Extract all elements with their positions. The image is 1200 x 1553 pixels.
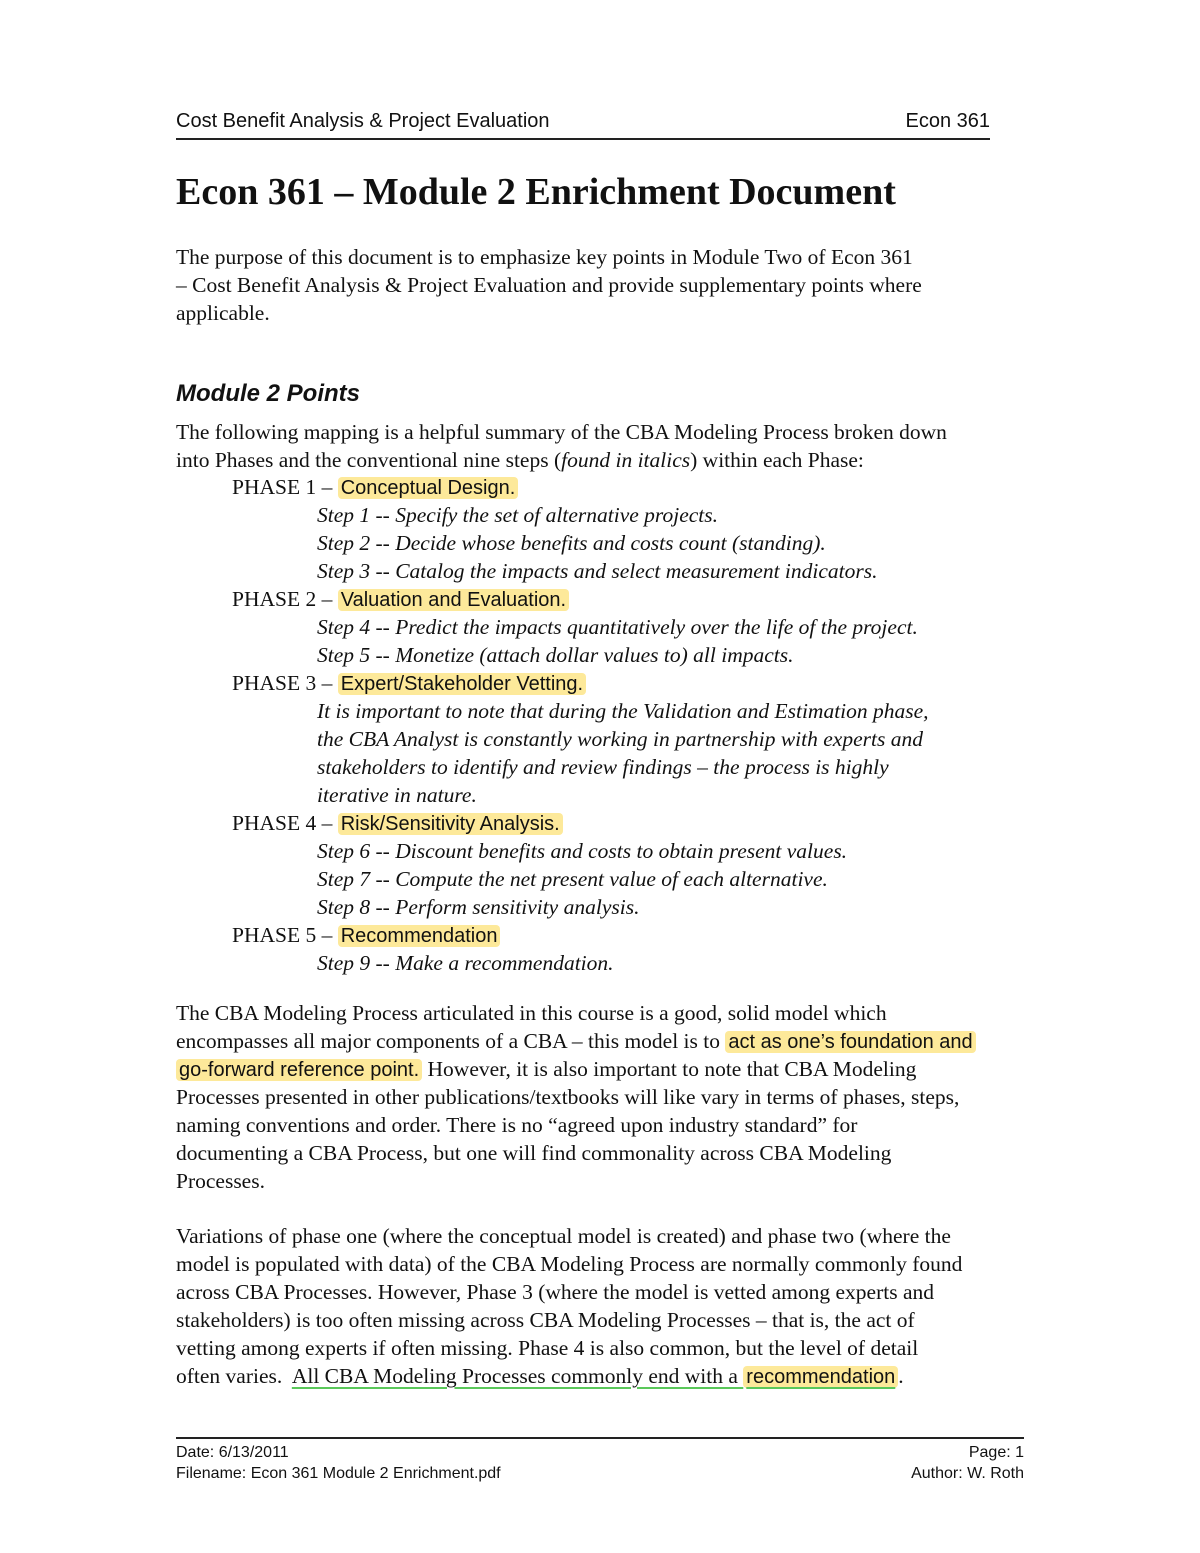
step-item: Step 3 -- Catalog the impacts and select measurement indicators.	[317, 559, 878, 583]
header-course-title: Cost Benefit Analysis & Project Evaluation	[176, 110, 550, 132]
footer-filename: Filename: Econ 361 Module 2 Enrichment.pdf	[176, 1465, 501, 1482]
mapping-intro-line: The following mapping is a helpful summary of the CBA Modeling Process broken down	[176, 420, 947, 444]
paragraph-line: Processes.	[176, 1169, 265, 1193]
paragraph-text: often varies.	[176, 1364, 292, 1388]
phase-name-highlight: Conceptual Design.	[338, 477, 519, 499]
paragraph-line: stakeholders) is too often missing across CBA Modeling Processes – that is, the act of	[176, 1308, 915, 1332]
footer-row	[176, 1443, 1024, 1464]
footer-author: Author: W. Roth	[911, 1465, 1024, 1482]
footer-row	[176, 1464, 1024, 1485]
paragraph-line: documenting a CBA Process, but one will find commonality across CBA Modeling	[176, 1141, 892, 1165]
paragraph-2	[176, 1222, 1056, 1390]
phase-name-highlight: Expert/Stakeholder Vetting.	[338, 673, 586, 695]
running-header	[176, 110, 990, 140]
step-item: Step 7 -- Compute the net present value of each alternative.	[317, 867, 828, 891]
phase-1	[232, 473, 1032, 501]
paragraph-line: model is populated with data) of the CBA Modeling Process are normally commonly found	[176, 1252, 963, 1276]
paragraph-text: .	[898, 1364, 904, 1388]
intro-line: – Cost Benefit Analysis & Project Evaluation and provide supplementary points where	[176, 273, 922, 297]
phase-label: PHASE 4 –	[232, 811, 333, 835]
paragraph-line: The CBA Modeling Process articulated in this course is a good, solid model which	[176, 1001, 887, 1025]
phase-list	[232, 473, 1032, 977]
step-item: Step 9 -- Make a recommendation.	[317, 951, 614, 975]
phase-label: PHASE 3 –	[232, 671, 333, 695]
paragraph-line: Processes presented in other publications/textbooks will like vary in terms of phases, steps,	[176, 1085, 960, 1109]
phase-label: PHASE 5 –	[232, 923, 333, 947]
step-item: Step 1 -- Specify the set of alternative projects.	[317, 503, 719, 527]
underlined-text	[292, 1364, 898, 1388]
step-item: Step 4 -- Predict the impacts quantitatively over the life of the project.	[317, 615, 918, 639]
page-footer	[176, 1437, 1024, 1485]
step-item: Step 6 -- Discount benefits and costs to obtain present values.	[317, 839, 848, 863]
paragraph-line: across CBA Processes. However, Phase 3 (where the model is vetted among experts and	[176, 1280, 935, 1304]
phase-name-highlight: Risk/Sensitivity Analysis.	[338, 813, 563, 835]
phase-name-highlight: Valuation and Evaluation.	[338, 589, 569, 611]
document-title: Econ 361 – Module 2 Enrichment Document	[176, 171, 896, 213]
paragraph-line: Variations of phase one (where the conceptual model is created) and phase two (where the	[176, 1224, 951, 1248]
phase-2	[232, 585, 1032, 613]
mapping-intro-line	[176, 446, 1056, 474]
step-item: It is important to note that during the Validation and Estimation phase,	[317, 699, 929, 723]
underlined-segment: All CBA Modeling Processes commonly end with a	[291, 1364, 744, 1388]
intro-line: The purpose of this document is to emphasize key points in Module Two of Econ 361	[176, 245, 913, 269]
intro-paragraph	[176, 243, 1056, 327]
mapping-intro	[176, 418, 1056, 474]
header-course-code: Econ 361	[905, 110, 990, 132]
mapping-intro-text: ) within each Phase:	[690, 448, 864, 472]
mapping-intro-text: into Phases and the conventional nine steps (	[176, 448, 562, 472]
highlighted-text: act as one’s foundation and	[725, 1031, 975, 1053]
paragraph-text: encompasses all major components of a CBA – this model is to	[176, 1029, 720, 1053]
phase-3	[232, 669, 1032, 697]
phase-name-highlight: Recommendation	[338, 925, 501, 947]
step-item: stakeholders to identify and review findings – the process is highly	[317, 755, 889, 779]
footer-page-number: Page: 1	[968, 1444, 1024, 1461]
step-item: iterative in nature.	[317, 783, 477, 807]
mapping-intro-italic: found in italics	[561, 448, 691, 472]
phase-label: PHASE 1 –	[232, 475, 333, 499]
paragraph-text: However, it is also important to note that CBA Modeling	[422, 1057, 917, 1081]
highlighted-text: go-forward reference point.	[176, 1059, 422, 1081]
intro-line: applicable.	[176, 301, 270, 325]
step-item: Step 8 -- Perform sensitivity analysis.	[317, 895, 640, 919]
highlighted-text: recommendation	[743, 1366, 898, 1388]
step-item: Step 2 -- Decide whose benefits and costs count (standing).	[317, 531, 826, 555]
section-heading: Module 2 Points	[176, 380, 361, 407]
paragraph-line: vetting among experts if often missing. Phase 4 is also common, but the level of detail	[176, 1336, 919, 1360]
paragraph-line	[176, 1027, 1056, 1055]
paragraph-1	[176, 999, 1056, 1195]
phase-5	[232, 921, 1032, 949]
paragraph-line	[176, 1362, 1056, 1390]
phase-label: PHASE 2 –	[232, 587, 333, 611]
step-item: the CBA Analyst is constantly working in partnership with experts and	[317, 727, 923, 751]
footer-date: Date: 6/13/2011	[176, 1444, 289, 1461]
phase-4	[232, 809, 1032, 837]
step-item: Step 5 -- Monetize (attach dollar values to) all impacts.	[317, 643, 794, 667]
paragraph-line	[176, 1055, 1056, 1083]
paragraph-line: naming conventions and order. There is no “agreed upon industry standard” for	[176, 1113, 858, 1137]
